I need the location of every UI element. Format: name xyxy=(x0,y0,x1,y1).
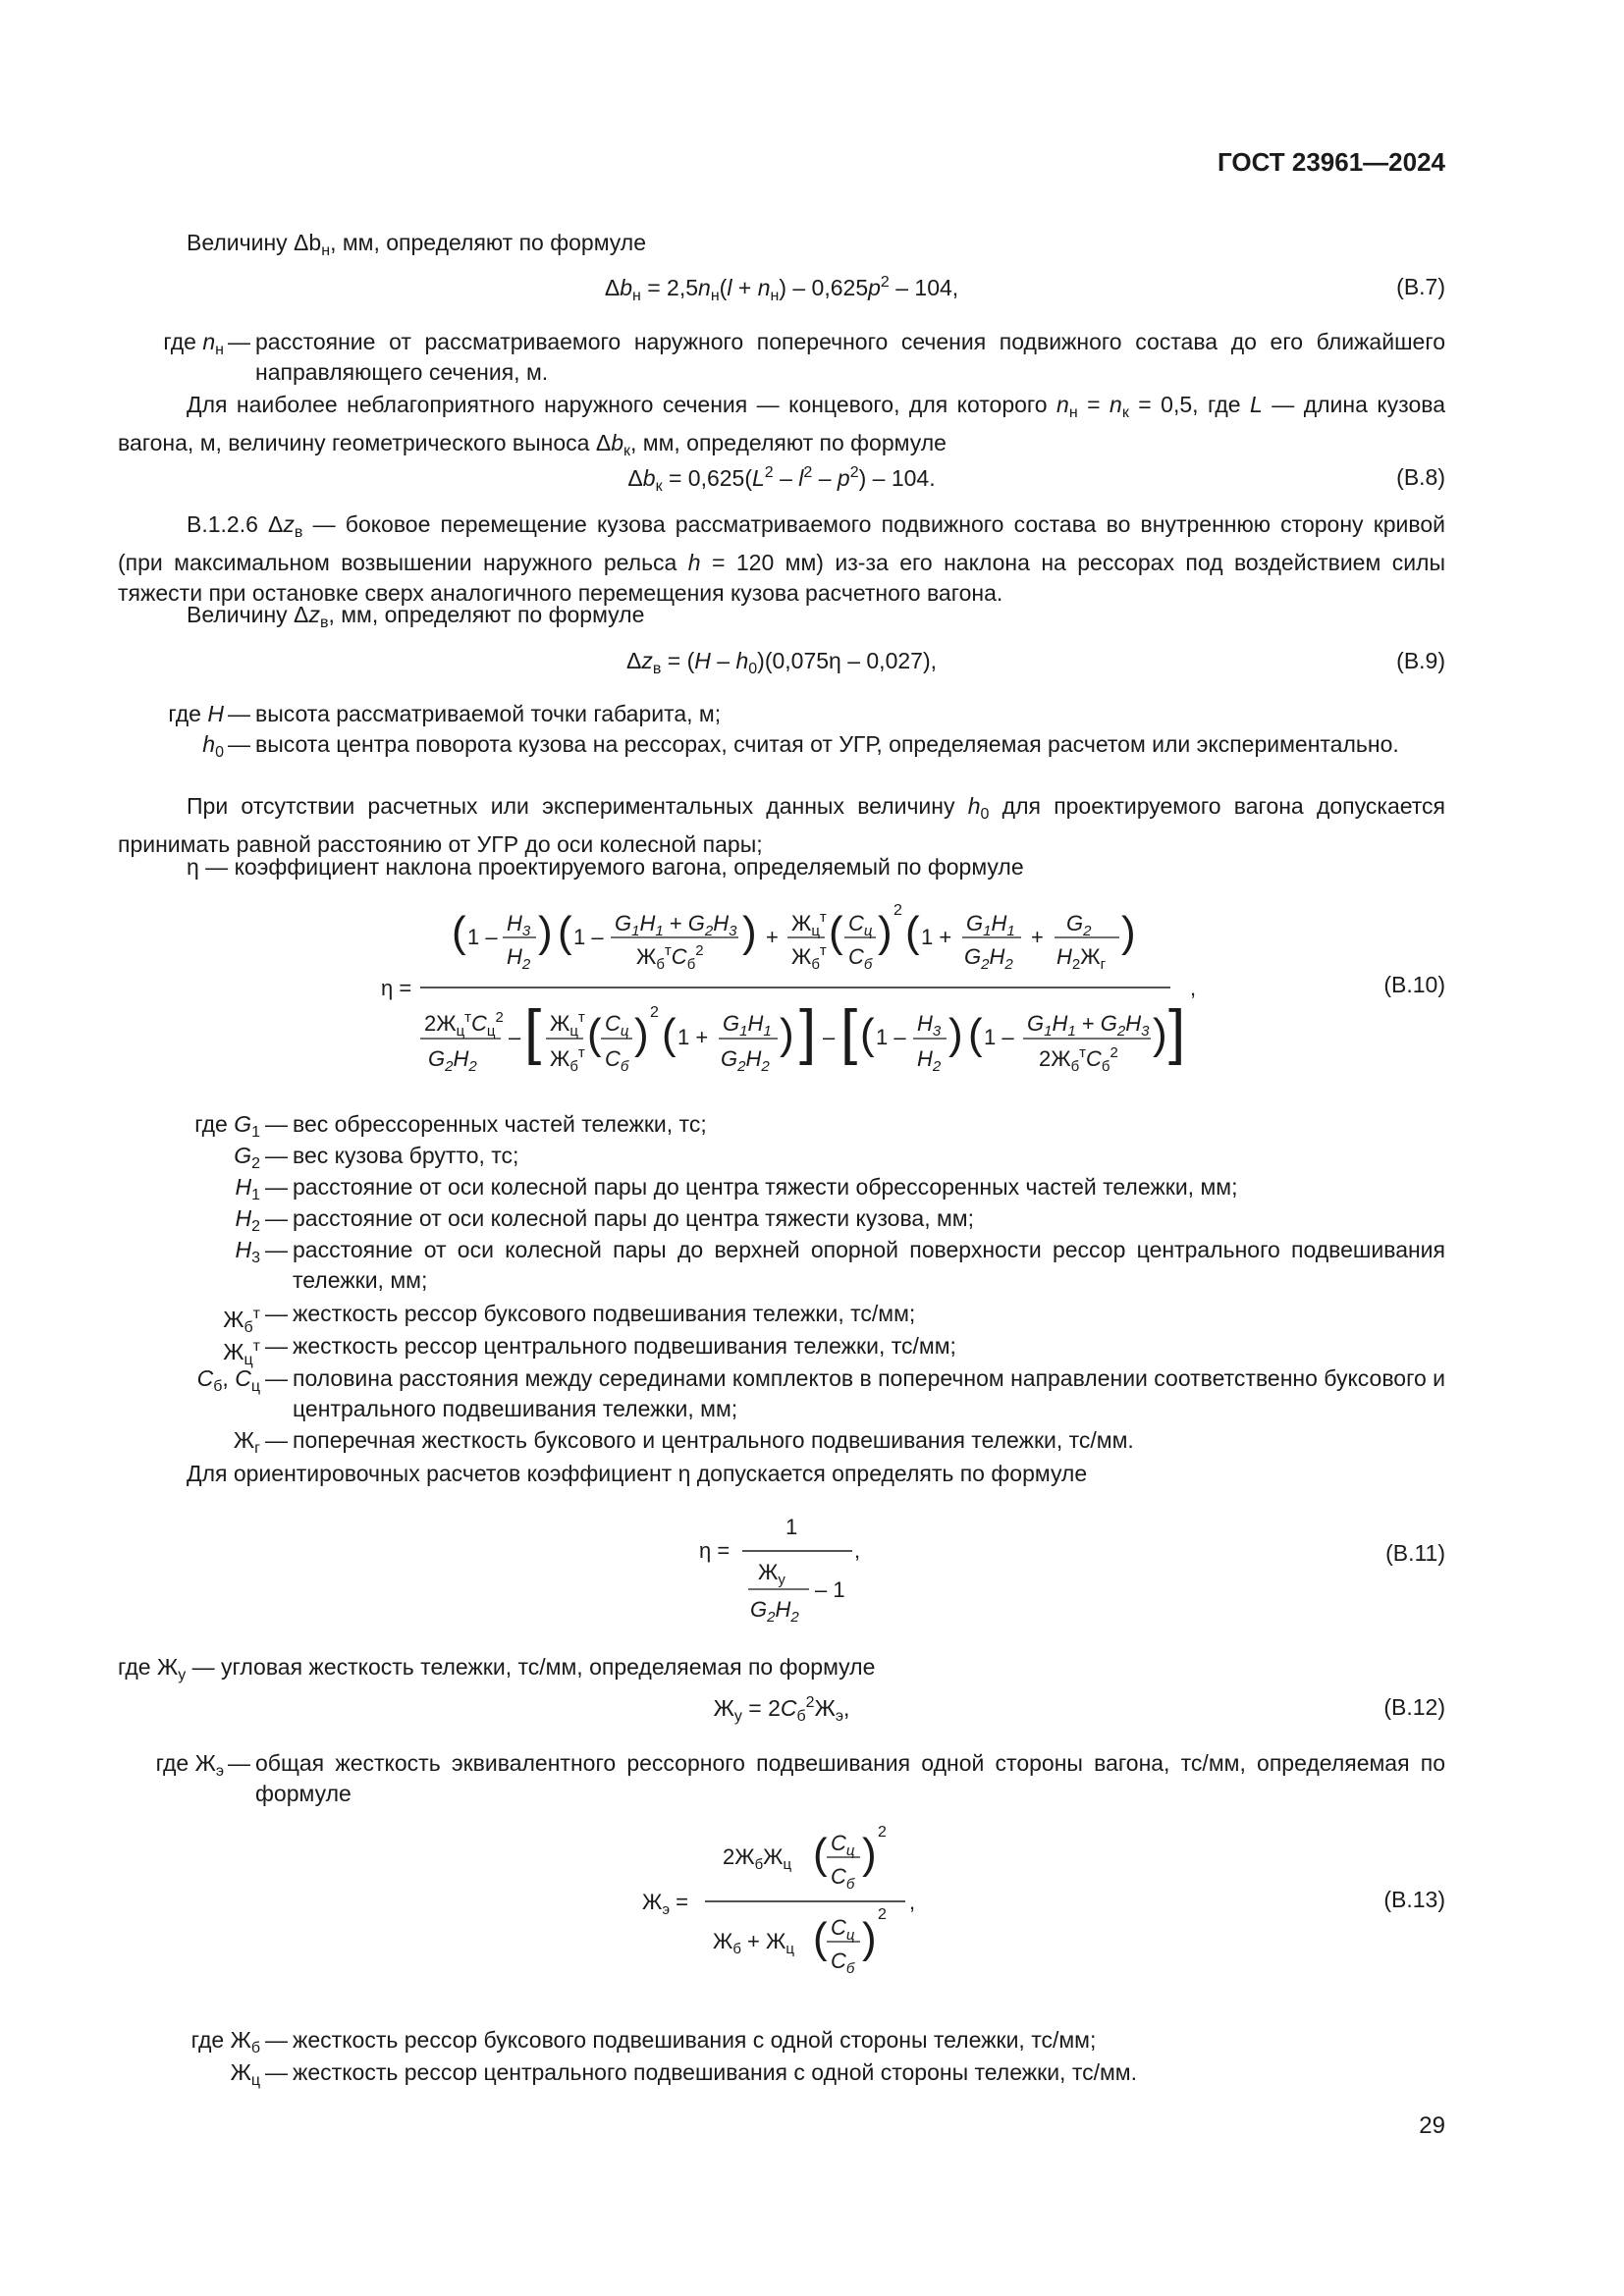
svg-text:G2H2: $G_2H_2$ xyxy=(750,1597,799,1626)
paragraph-b126: В.1.2.6 $\Delta z_в$ — боковое перемещение кузова рассматриваемого подвижного состава во внутреннюю сторону кривой (при максимальном возвышении наружного рельса h = 120 мм) из-за его наклона на рессорах под воздействием силы тяжести при остановке сверх аналогичного перемещения кузова расчетного вагона. xyxy=(118,511,1446,606)
definition-text: поперечная жесткость буксового и центрального подвешивания тележки, тс/мм. xyxy=(293,1427,1134,1453)
paragraph-b8-intro: Для наиболее неблагоприятного наружного сечения — концевого, для которого $n_н = n_к = 0,5$, где L — длина кузова вагона, м, величину геометрического выноса $\Delta b_к$, мм, определяют по формуле xyxy=(118,392,1445,459)
definition-dash: — xyxy=(265,1174,288,1200)
svg-text:H3: $H_3$ xyxy=(917,1011,942,1040)
definition-dash: — xyxy=(265,1143,288,1168)
svg-text:H2Жг: $H_2Ж_г$ xyxy=(1056,944,1107,973)
svg-text:]: ] xyxy=(1168,998,1186,1066)
svg-text:+: + xyxy=(1031,925,1044,949)
svg-text:1 –: 1 – xyxy=(876,1025,906,1049)
definition-dash: — xyxy=(265,1111,288,1137)
svg-text:): ) xyxy=(862,1914,877,1962)
svg-text:H3: $H_3$ xyxy=(507,911,531,939)
svg-text:,: , xyxy=(909,1890,916,1914)
definition-dash: — xyxy=(265,1301,288,1326)
svg-text:G1H1: $G_1H_1$ xyxy=(723,1011,772,1040)
formula-b12-expression: $Ж_у = 2C_б^2Ж_э$, xyxy=(713,1694,850,1725)
document-header: ГОСТ 23961—2024 xyxy=(1218,147,1445,177)
definition-zh-g xyxy=(118,1425,1445,1456)
definition-zh-b-t xyxy=(118,1299,1445,1336)
definition-dash: — xyxy=(265,1333,288,1359)
svg-text:2: 2 xyxy=(893,902,902,919)
formula-b9-expression: $\Delta z_в = (H - h_0)(0,075\eta - 0,027)$, xyxy=(626,648,937,677)
definition-text: вес обрессоренных частей тележки, тс; xyxy=(293,1111,707,1137)
paragraph-b7-intro: Величину $\Delta b_н$, мм, определяют по формуле xyxy=(187,230,646,259)
svg-text:+: + xyxy=(766,925,779,949)
formula-b11 xyxy=(687,1507,923,1634)
definition-text: жесткость рессор центрального подвешивания с одной стороны тележки, тс/мм. xyxy=(293,2059,1138,2085)
definition-dash: — xyxy=(265,1365,288,1391)
paragraph-b9-intro: Величину $\Delta z_в$, мм, определяют по формуле xyxy=(187,602,645,631)
definition-dash: — xyxy=(265,2059,288,2085)
svg-text:): ) xyxy=(538,908,553,956)
svg-text:Cб: $C_б$ xyxy=(831,1864,855,1893)
definition-text: жесткость рессор буксового подвешивания тележки, тс/мм; xyxy=(293,1301,916,1326)
svg-text:η =: η = xyxy=(699,1538,731,1563)
definition-symbol: $Ж_ц$ xyxy=(230,2059,260,2089)
svg-text:Жцт: $Ж_ц^т$ xyxy=(791,909,827,939)
svg-text:2ЖбтCб2: $2Ж_б^тC_б^2$ xyxy=(1039,1044,1118,1075)
definition-symbol: $G_2$ xyxy=(234,1143,260,1172)
svg-text:Жбт: $Ж_б^т$ xyxy=(550,1044,585,1075)
definition-h0 xyxy=(118,729,1445,760)
formula-b7-expression: $\Delta b_н = 2,5n_н(l + n_н) - 0,625p^2 - 104$, xyxy=(604,274,959,304)
paragraph-eta: η — коэффициент наклона проектируемого вагона, определяемый по формуле xyxy=(187,854,1024,880)
paragraph-zh-y: где $Ж_у$ — угловая жесткость тележки, тс/мм, определяемая по формуле xyxy=(118,1654,876,1683)
svg-text:1 –: 1 – xyxy=(573,925,604,949)
definition-symbol: где $Ж_э$ xyxy=(155,1750,224,1780)
svg-text:Жбт: $Ж_б^т$ xyxy=(791,942,827,973)
svg-text:(: ( xyxy=(662,1010,677,1058)
svg-text:): ) xyxy=(1121,908,1136,956)
svg-text:ЖбтCб2: $Ж_б^тC_б^2$ xyxy=(636,942,704,973)
formula-b10-expression xyxy=(381,902,1196,1075)
svg-text:[: [ xyxy=(524,998,542,1066)
page-number: 29 xyxy=(1419,2112,1445,2139)
definition-dash: — xyxy=(265,1237,288,1262)
definition-zh-e xyxy=(118,1748,1445,1809)
definition-symbol: $H_3$ xyxy=(235,1237,260,1266)
svg-text:Жб + Жц: $Ж_б + Ж_ц$ xyxy=(713,1929,794,1957)
definition-H1 xyxy=(118,1172,1445,1202)
svg-text:(: ( xyxy=(452,908,466,956)
definition-symbol: $Ж_ц^т$ xyxy=(223,1338,260,1368)
definition-dash: — xyxy=(228,731,250,757)
definition-dash: — xyxy=(265,2027,288,2053)
formula-b10-number: (В.10) xyxy=(1383,972,1445,997)
svg-text:G2H2: $G_2H_2$ xyxy=(428,1046,477,1075)
definition-H xyxy=(118,699,1445,729)
svg-text:G1H1 + G2H3: $G_1H_1 + G_2H_3$ xyxy=(615,911,737,939)
svg-text:2: 2 xyxy=(878,1824,887,1841)
formula-b9-number: (В.9) xyxy=(1396,648,1445,673)
definition-G2 xyxy=(118,1141,1445,1171)
definition-symbol: $H_2$ xyxy=(235,1205,260,1235)
definition-dash: — xyxy=(265,1205,288,1231)
definition-text: расстояние от рассматриваемого наружного поперечного сечения подвижного состава до его ближайшего направляющего сечения, м. xyxy=(255,329,1445,385)
definition-zh-c xyxy=(118,2057,1445,2088)
svg-text:1 +: 1 + xyxy=(921,925,952,949)
definition-symbol: где $G_1$ xyxy=(194,1111,260,1141)
formula-b12-number: (В.12) xyxy=(1383,1694,1445,1720)
formula-b13-number: (В.13) xyxy=(1383,1887,1445,1912)
formula-b11-number: (В.11) xyxy=(1385,1540,1445,1566)
svg-text:Жэ =: $Ж_э$ = xyxy=(642,1890,688,1918)
paragraph-h0-absent: При отсутствии расчетных или экспериментальных данных величину $h_0$ для проектируемого вагона допускается принимать равной расстоянию от УГР до оси колесной пары; xyxy=(118,793,1445,857)
definition-symbol: $Ж_г$ xyxy=(233,1427,260,1457)
svg-text:Жцт: $Ж_ц^т$ xyxy=(550,1009,585,1040)
definition-text: жесткость рессор буксового подвешивания с одной стороны тележки, тс/мм; xyxy=(293,2027,1097,2053)
svg-text:G2H2: $G_2H_2$ xyxy=(964,944,1013,973)
definition-dash: — xyxy=(228,329,250,354)
formula-b10 xyxy=(363,893,1227,1080)
definition-zh-c-t xyxy=(118,1331,1445,1368)
svg-text:(: ( xyxy=(587,1010,602,1058)
definition-symbol: $H_1$ xyxy=(235,1174,260,1203)
definition-dash: — xyxy=(265,1427,288,1453)
definition-n-n xyxy=(118,327,1445,388)
svg-text:(: ( xyxy=(813,1830,828,1878)
definition-text: половина расстояния между серединами комплектов в поперечном направлении соответственно буксового и центрального подвешивания тележки, мм; xyxy=(293,1365,1445,1421)
definition-symbol: где $Ж_б$ xyxy=(190,2027,260,2056)
svg-text:]: ] xyxy=(799,998,817,1066)
definition-C xyxy=(118,1363,1445,1424)
definition-H2 xyxy=(118,1203,1445,1234)
svg-text:Жу: $Ж_у$ xyxy=(758,1560,785,1588)
svg-text:H2: $H_2$ xyxy=(507,944,531,973)
svg-text:): ) xyxy=(1153,1010,1167,1058)
paragraph-b11-intro: Для ориентировочных расчетов коэффициент η допускается определять по формуле xyxy=(187,1461,1088,1486)
svg-text:Cц: $C_ц$ xyxy=(831,1915,855,1944)
svg-text:): ) xyxy=(780,1010,794,1058)
svg-text:(: ( xyxy=(558,908,572,956)
formula-b13 xyxy=(638,1821,952,1993)
svg-text:): ) xyxy=(878,908,893,956)
definition-text: высота центра поворота кузова на рессорах, считая от УГР, определяемая расчетом или экспериментально. xyxy=(255,731,1399,757)
svg-text:2: 2 xyxy=(650,1004,659,1021)
definition-text: расстояние от оси колесной пары до верхней опорной поверхности рессор центрального подвешивания тележки, мм; xyxy=(293,1237,1445,1293)
svg-text:1 –: 1 – xyxy=(467,925,498,949)
svg-text:Cц: $C_ц$ xyxy=(848,911,873,939)
svg-text:2ЖбЖц: $2Ж_бЖ_ц$ xyxy=(723,1844,792,1873)
formula-b8-expression: $\Delta b_к = 0,625(L^2 - l^2 - p^2) - 104$. xyxy=(627,464,936,495)
svg-text:G2: $G_2$ xyxy=(1066,911,1092,939)
definition-text: общая жесткость эквивалентного рессорного подвешивания одной стороны вагона, тс/мм, определяемая по формуле xyxy=(255,1750,1445,1806)
svg-text:H2: $H_2$ xyxy=(917,1046,942,1075)
svg-text:G1H1: $G_1H_1$ xyxy=(966,911,1015,939)
svg-text:(: ( xyxy=(813,1914,828,1962)
definition-text: расстояние от оси колесной пары до центра тяжести обрессоренных частей тележки, мм; xyxy=(293,1174,1238,1200)
definition-symbol: где $n_н$ xyxy=(163,329,224,358)
svg-text:(: ( xyxy=(860,1010,875,1058)
definition-text: высота рассматриваемой точки габарита, м; xyxy=(255,701,722,726)
formula-b8-number: (В.8) xyxy=(1396,464,1445,490)
formula-b11-expression xyxy=(699,1515,860,1626)
svg-text:Cб: $C_б$ xyxy=(605,1046,629,1075)
svg-text:1: 1 xyxy=(785,1515,798,1539)
formula-b13-expression xyxy=(642,1824,915,1977)
definition-dash: — xyxy=(228,1750,250,1776)
svg-text:–: – xyxy=(823,1025,836,1049)
svg-text:G2H2: $G_2H_2$ xyxy=(721,1046,770,1075)
svg-text:1 +: 1 + xyxy=(677,1025,709,1049)
definition-G1 xyxy=(118,1109,1445,1140)
svg-text:,: , xyxy=(854,1538,861,1563)
svg-text:): ) xyxy=(634,1010,649,1058)
svg-text:Cц: $C_ц$ xyxy=(605,1011,629,1040)
definition-text: жесткость рессор центрального подвешивания тележки, тс/мм; xyxy=(293,1333,956,1359)
definition-symbol: $Ж_б^т$ xyxy=(223,1306,260,1336)
svg-text:G1H1 + G2H3: $G_1H_1 + G_2H_3$ xyxy=(1027,1011,1150,1040)
definition-zh-b xyxy=(118,2025,1445,2056)
svg-text:Cб: $C_б$ xyxy=(831,1949,855,1977)
definition-symbol: $C_б$, $C_ц$ xyxy=(196,1365,260,1395)
svg-text:1 –: 1 – xyxy=(984,1025,1014,1049)
svg-text:[: [ xyxy=(840,998,858,1066)
svg-text:(: ( xyxy=(968,1010,983,1058)
svg-text:Cц: $C_ц$ xyxy=(831,1831,855,1859)
formula-b7-number: (В.7) xyxy=(1396,274,1445,299)
svg-text:): ) xyxy=(862,1830,877,1878)
svg-text:(: ( xyxy=(905,908,920,956)
svg-text:): ) xyxy=(742,908,757,956)
svg-text:–: – xyxy=(509,1025,521,1049)
svg-text:2ЖцтCц2: $2Ж_ц^тC_ц^2$ xyxy=(424,1009,504,1040)
svg-text:(: ( xyxy=(829,908,843,956)
definition-dash: — xyxy=(228,701,250,726)
svg-text:η =: η = xyxy=(381,976,412,1000)
svg-text:– 1: – 1 xyxy=(815,1577,845,1602)
svg-text:,: , xyxy=(1190,976,1197,1000)
definition-text: расстояние от оси колесной пары до центра тяжести кузова, мм; xyxy=(293,1205,974,1231)
definition-H3 xyxy=(118,1235,1445,1296)
definition-text: вес кузова брутто, тс; xyxy=(293,1143,519,1168)
definition-symbol: где H xyxy=(168,701,224,726)
svg-text:): ) xyxy=(948,1010,963,1058)
svg-text:Cб: $C_б$ xyxy=(848,944,873,973)
svg-text:2: 2 xyxy=(878,1906,887,1923)
definition-symbol: $h_0$ xyxy=(202,731,224,761)
